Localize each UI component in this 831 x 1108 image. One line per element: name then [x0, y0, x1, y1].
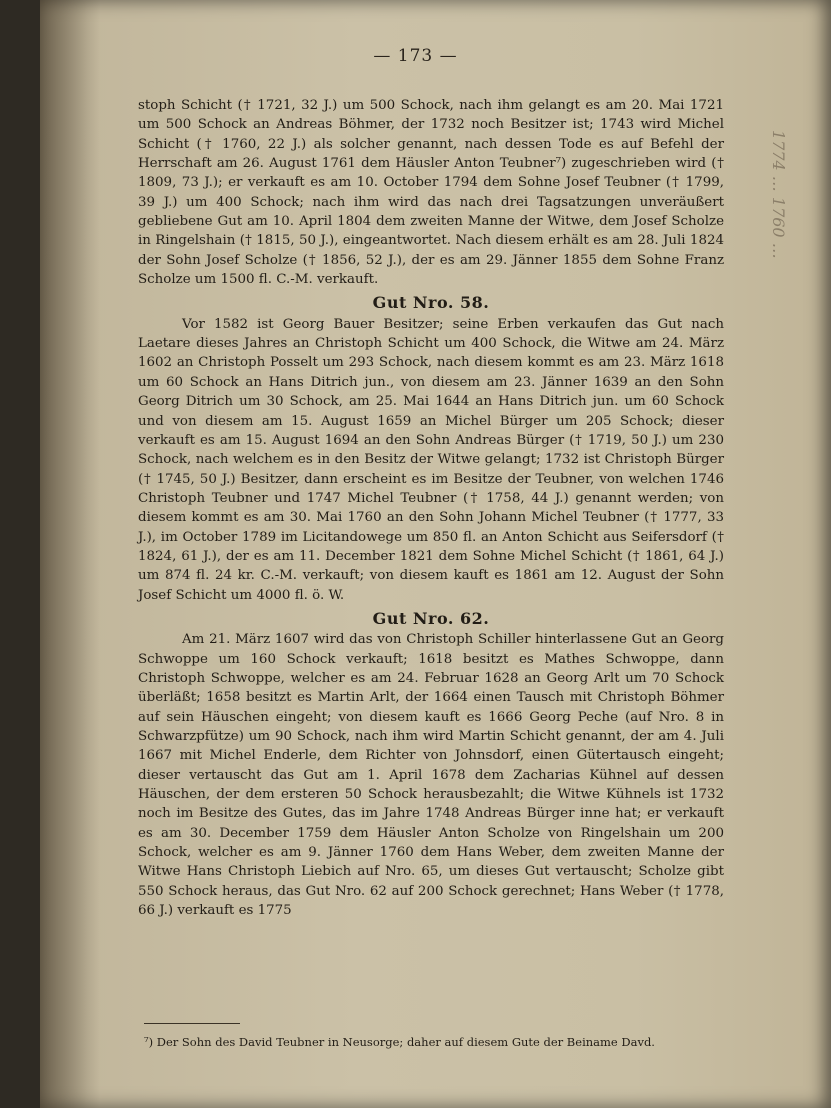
main-text	[138, 96, 724, 920]
footnote: ⁷) Der Sohn des David Teubner in Neusorge; daher auf diesem Gute der Beiname Davd.	[144, 1035, 655, 1049]
paragraph-gut-58: Vor 1582 ist Georg Bauer Besitzer; seine Erben verkaufen das Gut nach Laetare dieses Jahres an Christoph Schicht um 400 Schock, die Witwe am 24. März 1602 an Christoph Posselt um 293 Schock, nach diesem kommt es am 23. März 1618 um 60 Schock an Hans Ditrich jun., von diesem am 23. Jänner 1639 an den Sohn Georg Ditrich um 30 Schock, am 25. Mai 1644 an Hans Ditrich jun. um 60 Schock und von diesem am 15. August 1659 an Michel Bürger um 205 Schock; dieser verkauft es am 15. August 1694 an den Sohn Andreas Bürger († 1719, 50 J.) um 230 Schock, nach welchem es in den Besitz der Witwe gelangt; 1732 ist Christoph Bürger († 1745, 50 J.) Besitzer, dann erscheint es im Besitze der Teubner, von welchen 1746 Christoph Teubner und 1747 Michel Teubner († 1758, 44 J.) genannt werden; von diesem kommt es am 30. Mai 1760 an den Sohn Johann Michel Teubner († 1777, 33 J.), im October 1789 im Licitandowege um 850 fl. an Anton Schicht aus Seifersdorf († 1824, 61 J.), der es am 11. December 1821 dem Sohne Michel Schicht († 1861, 64 J.) um 874 fl. 24 kr. C.-M. verkauft; von diesem kauft es 1861 am 12. August der Sohn Josef Schicht um 4000 fl. ö. W.	[138, 316, 724, 603]
heading-gut-62: Gut Nro. 62.	[372, 608, 490, 628]
margin-note-text: 1774 … 1760 …	[769, 130, 788, 259]
page-number: — 173 —	[373, 46, 458, 66]
handwritten-margin-note	[760, 130, 790, 1050]
footnote-rule	[144, 1023, 240, 1024]
paragraph-gut-62: Am 21. März 1607 wird das von Christoph Schiller hinterlassene Gut an Georg Schwoppe um 160 Schock verkauft; 1618 besitzt es Mathes Schwoppe, dann Christoph Schwoppe, welcher es am 24. Februar 1628 an Georg Arlt um 70 Schock überläßt; 1658 besitzt es Martin Arlt, der 1664 einen Tausch mit Christoph Böhmer auf sein Häuschen eingeht; von diesem kauft es 1666 Georg Peche (auf Nro. 8 in Schwarzpfütze) um 90 Schock, nach ihm wird Martin Schicht genannt, der am 4. Juli 1667 mit Michel Enderle, dem Richter von Johnsdorf, einen Gütertausch eingeht; dieser vertauscht das Gut am 1. April 1678 dem Zacharias Kühnel auf dessen Häuschen, der dem ersteren 50 Schock herausbezahlt; die Witwe Kühnels ist 1732 noch im Besitze des Gutes, das im Jahre 1748 Andreas Bürger inne hat; er verkauft es am 30. December 1759 dem Häusler Anton Scholze von Ringelshain um 200 Schock, welcher es am 9. Jänner 1760 dem Hans Weber, dem zweiten Manne der Witwe Hans Christoph Liebich auf Nro. 65, um dieses Gut vertauscht; Scholze gibt 550 Schock heraus, das Gut Nro. 62 auf 200 Schock gerechnet; Hans Weber († 1778, 66 J.) verkauft es 1775	[138, 632, 724, 919]
heading-gut-58: Gut Nro. 58.	[372, 293, 490, 313]
paragraph-continuation: stoph Schicht († 1721, 32 J.) um 500 Schock, nach ihm gelangt es am 20. Mai 1721 um 500 Schock an Andreas Böhmer, der 1732 noch Besitzer ist; 1743 wird Michel Schicht († 1760, 22 J.) als solcher genannt, nach dessen Tode es auf Befehl der Herrschaft am 26. August 1761 dem Häusler Anton Teubner⁷) zugeschrieben wird († 1809, 73 J.); er verkauft es am 10. October 1794 dem Sohne Josef Teubner († 1799, 39 J.) um 400 Schock; nach ihm wird das nach drei Tagsatzungen unveräußert gebliebene Gut am 10. April 1804 dem zweiten Manne der Witwe, dem Josef Scholze in Ringelshain († 1815, 50 J.), eingeantwortet. Nach diesem erhält es am 28. Juli 1824 der Sohn Josef Scholze († 1856, 52 J.), der es am 29. Jänner 1855 dem Sohne Franz Scholze um 1500 fl. C.-M. verkauft.	[138, 98, 724, 288]
